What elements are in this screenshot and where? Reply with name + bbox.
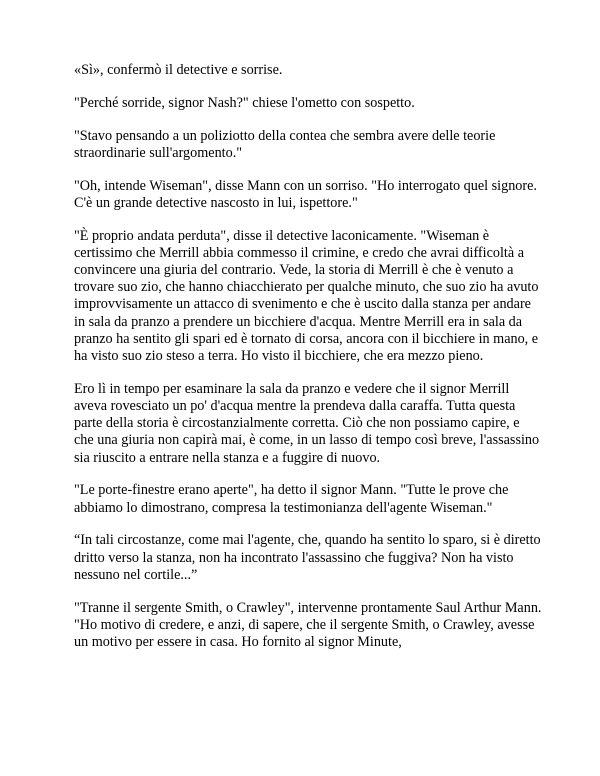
- paragraph-5: "È proprio andata perduta", disse il detective laconicamente. "Wiseman è certissimo che Merrill abbia commesso il crimine, e credo che avrai difficoltà a convincere una giuria del contrario. Vede, la storia di Merrill è che è venuto a trovare suo zio, che hanno chiacchierato per qualche minuto, che suo zio ha avuto improvvisamente un attacco di svenimento e che è uscito dalla stanza per andare in sala da pranzo a prendere un bicchiere d'acqua. Mentre Merrill era in sala da pranzo ha sentito gli spari ed è tornato di corsa, ancora con il bicchiere in mano, e ha visto suo zio steso a terra. Ho visto il bicchiere, che era mezzo pieno.: [74, 227, 539, 365]
- paragraph-6: Ero lì in tempo per esaminare la sala da pranzo e vedere che il signor Merrill aveva rovesciato un po' d'acqua mentre la prendeva dalla caraffa. Tutta questa parte della storia è circostanzialmente corretta. Ciò che non possiamo capire, e che una giuria non capirà mai, è come, in un lasso di tempo così breve, l'assassino sia riuscito a entrare nella stanza e a fuggire di nuovo.: [74, 380, 540, 466]
- document-page: [74, 62, 542, 667]
- paragraph-2: "Perché sorride, signor Nash?" chiese l'ometto con sospetto.: [74, 94, 415, 111]
- paragraph-9: "Tranne il sergente Smith, o Crawley", intervenne prontamente Saul Arthur Mann. "Ho motivo di credere, e anzi, di sapere, che il sergente Smith, o Crawley, avesse un motivo per essere in casa. Ho fornito al signor Minute,: [74, 599, 542, 651]
- paragraph-7: "Le porte-finestre erano aperte", ha detto il signor Mann. "Tutte le prove che abbiamo lo dimostrano, compresa la testimonianza dell'agente Wiseman.": [74, 482, 509, 516]
- paragraph-3: "Stavo pensando a un poliziotto della contea che sembra avere delle teorie straordinarie sull'argomento.": [74, 127, 496, 161]
- paragraph-8: “In tali circostanze, come mai l'agente, che, quando ha sentito lo sparo, si è diretto dritto verso la stanza, non ha incontrato l'assassino che fuggiva? Non ha visto nessuno nel cortile...”: [74, 532, 541, 583]
- paragraph-1: «Sì», confermò il detective e sorrise.: [74, 62, 283, 78]
- paragraph-4: "Oh, intende Wiseman", disse Mann con un sorriso. "Ho interrogato quel signore. C'è un grande detective nascosto in lui, ispettore.": [74, 177, 537, 211]
